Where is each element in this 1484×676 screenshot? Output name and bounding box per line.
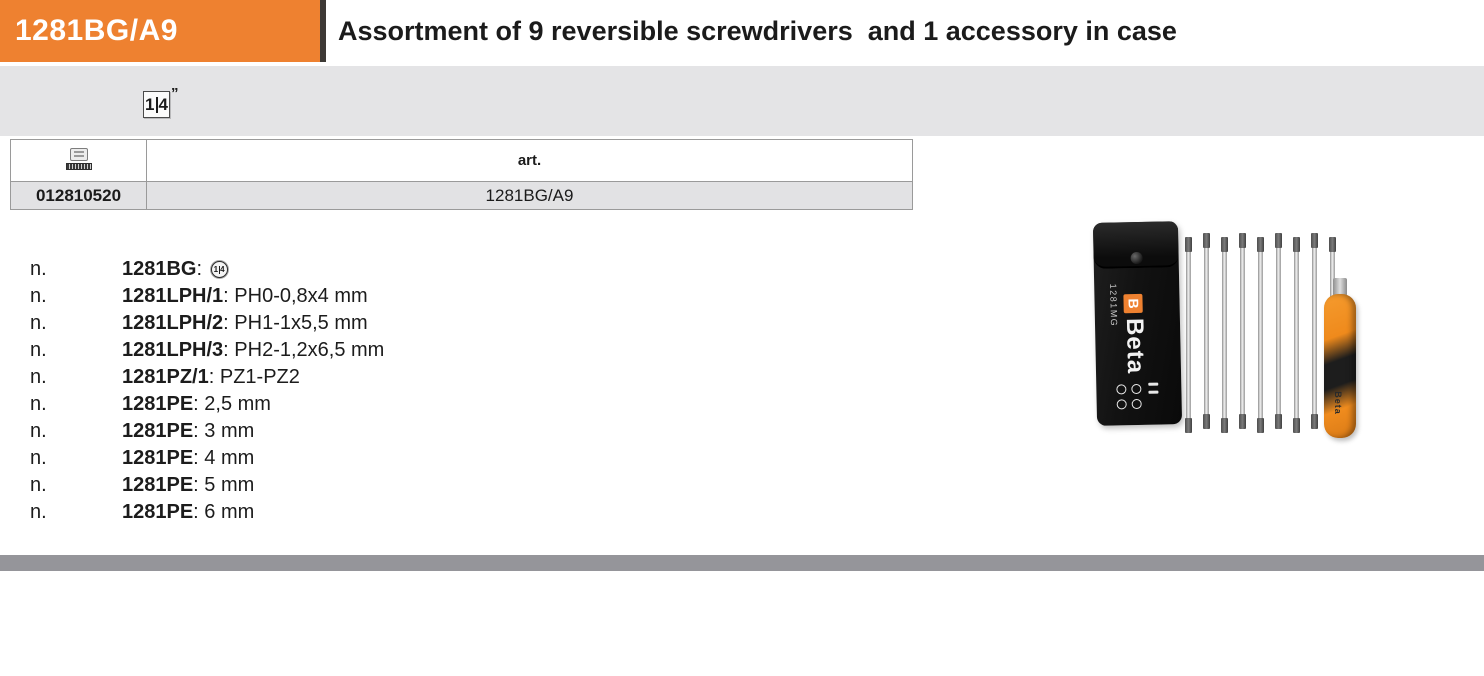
product-photo: [1090, 215, 1370, 435]
component-spec: :: [196, 258, 208, 280]
art-cell: 1281BG/A9: [147, 182, 913, 210]
component-spec: : 6 mm: [193, 501, 255, 523]
barcode-icon: [66, 148, 92, 170]
pouch-code-label: 1281MG: [1108, 283, 1120, 328]
unit-label: n.: [30, 258, 47, 280]
list-item: [30, 445, 384, 472]
component-code: 1281LPH/2: [122, 312, 224, 334]
component-code: 1281PE: [122, 393, 194, 415]
unit-label: n.: [30, 339, 47, 361]
unit-label: n.: [30, 501, 47, 523]
component-spec: : PH2-1,2x6,5 mm: [223, 339, 385, 361]
quarter-inch-box-icon: 1 4: [143, 91, 170, 118]
header-divider: [320, 0, 326, 62]
list-item: [30, 418, 384, 445]
list-item: [30, 499, 384, 526]
component-code: 1281PZ/1: [122, 366, 209, 388]
component-spec: : 2,5 mm: [193, 393, 271, 415]
screwdriver-blade: [1222, 251, 1227, 419]
component-spec: : PH0-0,8x4 mm: [223, 285, 368, 307]
component-list: [30, 256, 384, 526]
screwdriver-blade: [1186, 251, 1191, 419]
beta-brand: [1113, 269, 1156, 400]
unit-label: n.: [30, 285, 47, 307]
beta-logo-icon: B: [1124, 294, 1143, 313]
component-spec: : 4 mm: [193, 447, 255, 469]
unit-label: n.: [30, 393, 47, 415]
component-code: 1281PE: [122, 447, 194, 469]
unit-label: n.: [30, 420, 47, 442]
handle-body: [1324, 294, 1356, 438]
component-spec: : 5 mm: [193, 474, 255, 496]
unit-label: n.: [30, 366, 47, 388]
list-item: [30, 256, 384, 283]
handle-brand-label: Beta: [1333, 391, 1343, 415]
component-spec: : PZ1-PZ2: [208, 366, 300, 388]
unit-label: n.: [30, 312, 47, 334]
order-table: [10, 139, 913, 210]
drive-size-badge: [143, 85, 179, 118]
screwdriver-blade: [1312, 247, 1317, 415]
tool-pouch: [1093, 221, 1182, 426]
product-code-box: [0, 0, 320, 62]
list-item: [30, 391, 384, 418]
footer-bar: [0, 555, 1484, 571]
component-code: 1281PE: [122, 474, 194, 496]
list-item: [30, 364, 384, 391]
table-header-row: [11, 140, 913, 182]
screwdriver-blade: [1294, 251, 1299, 419]
certification-icons: [1116, 384, 1142, 410]
component-code: 1281PE: [122, 420, 194, 442]
page-header: [0, 0, 1484, 62]
screwdriver-blades: [1186, 215, 1334, 435]
quarter-inch-drive-icon: 1 4: [211, 261, 228, 278]
screwdriver-blade: [1240, 247, 1245, 415]
component-code: 1281LPH/1: [122, 285, 224, 307]
certification-marks: [1148, 383, 1158, 399]
order-code-column-header: [11, 140, 147, 182]
component-code: 1281LPH/3: [122, 339, 224, 361]
unit-label: n.: [30, 447, 47, 469]
list-item: [30, 310, 384, 337]
screwdriver-blade: [1276, 247, 1281, 415]
fraction-bar: [156, 97, 158, 113]
screwdriver-handle: [1324, 278, 1356, 438]
inch-mark: ”: [171, 85, 179, 102]
drive-size-band: [0, 66, 1484, 136]
component-code: 1281PE: [122, 501, 194, 523]
unit-label: n.: [30, 474, 47, 496]
component-code: 1281BG: [122, 258, 197, 280]
table-row: [11, 182, 913, 210]
list-item: [30, 283, 384, 310]
screwdriver-blade: [1204, 247, 1209, 415]
page-title: Assortment of 9 reversible screwdrivers and 1 accessory in case: [338, 16, 1177, 46]
brand-word: Beta: [1120, 317, 1150, 375]
product-code: 1281BG/A9: [15, 14, 178, 47]
art-column-header: art.: [147, 140, 913, 182]
list-item: [30, 472, 384, 499]
order-code-cell: 012810520: [11, 182, 147, 210]
component-spec: : 3 mm: [193, 420, 255, 442]
list-item: [30, 337, 384, 364]
component-spec: : PH1-1x5,5 mm: [223, 312, 368, 334]
screwdriver-blade: [1258, 251, 1263, 419]
